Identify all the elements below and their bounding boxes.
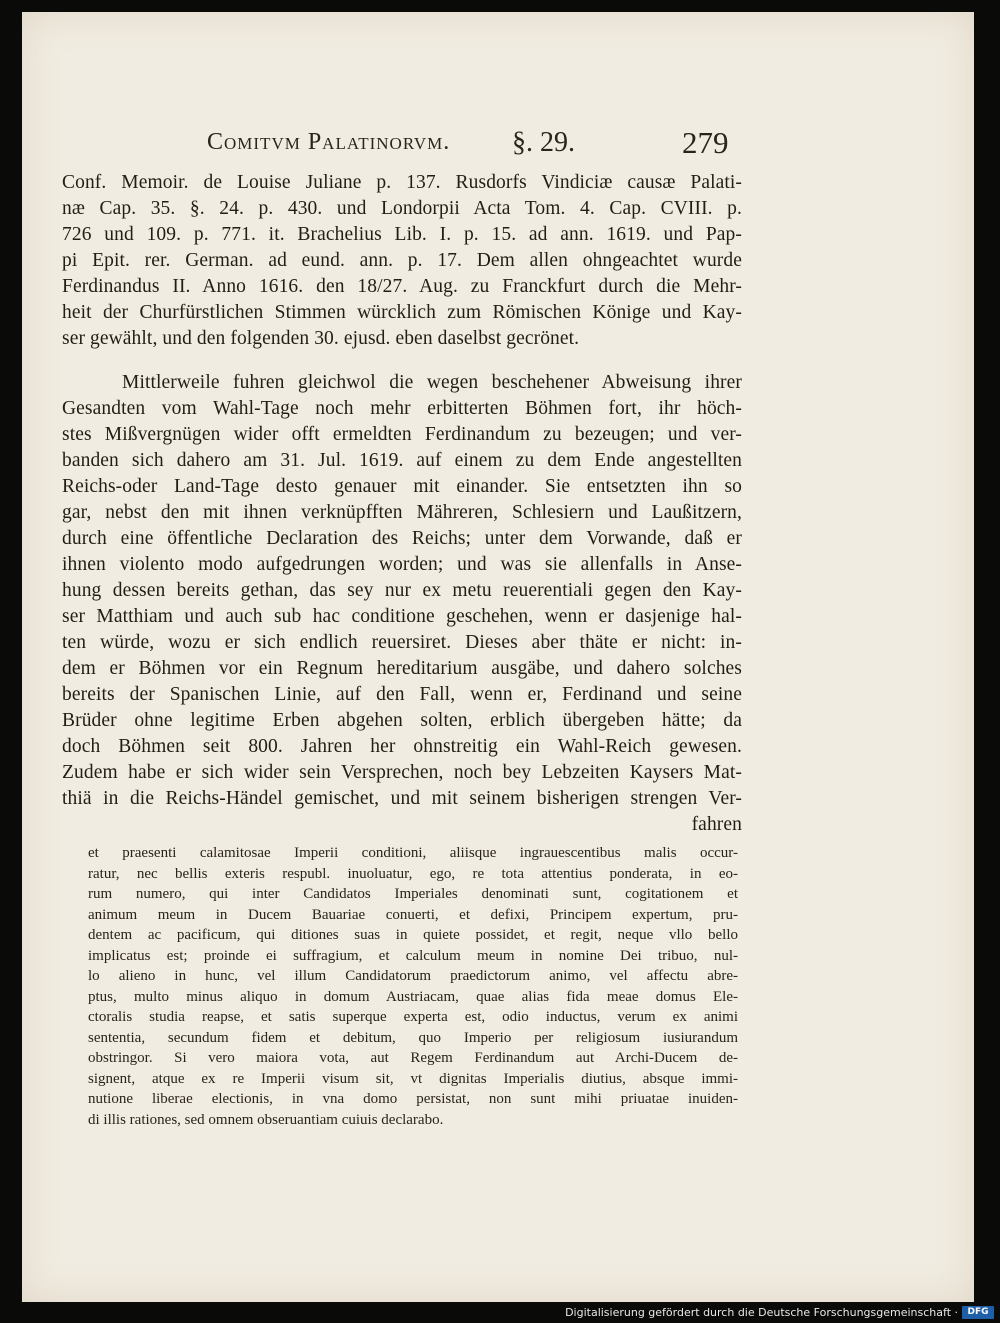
footnote-line: ratur, nec bellis exteris respubl. inuoluatur, ego, re tota attentius ponderata, in eo- xyxy=(88,865,738,882)
footnote-line: nutione liberae electionis, in vna domo persistat, non sunt mihi priuatae inuiden- xyxy=(88,1091,738,1107)
digitization-footer xyxy=(0,1303,1000,1323)
footnote-line: et praesenti calamitosae Imperii conditioni, aliisque ingrauescentibus malis occur- xyxy=(88,845,738,861)
text-line: ser Matthiam und auch sub hac conditione geschehen, wenn er dasjenige hal- xyxy=(62,606,742,627)
text-line: Reichs-oder Land-Tage desto genauer mit einander. Sie entsetzten ihn so xyxy=(62,476,742,497)
text-line: hung dessen bereits gethan, das sey nur ex metu reuerentiali gegen den Kay- xyxy=(62,580,742,601)
text-line: bereits der Spanischen Linie, auf den Fall, wenn er, Ferdinand und seine xyxy=(62,684,742,705)
running-head xyxy=(22,125,974,161)
text-line: Conf. Memoir. de Louise Juliane p. 137. Rusdorfs Vindiciæ causæ Palati- xyxy=(62,172,742,193)
funding-credit: Digitalisierung gefördert durch die Deutsche Forschungsgemeinschaft · xyxy=(565,1306,958,1319)
text-line: ser gewählt, und den folgenden 30. ejusd. eben daselbst gecrönet. xyxy=(62,328,580,349)
footnote-line: lo alieno in hunc, vel illum Candidatorum praedictorum animo, vel affectu abre- xyxy=(88,968,738,984)
footnote-line: dentem ac pacificum, qui ditiones suas in quiete possidet, et regit, neque vllo bello xyxy=(88,927,738,943)
footnote-line: rum numero, qui inter Candidatos Imperiales denominati sunt, cogitationem et xyxy=(88,886,738,902)
book-page xyxy=(22,12,974,1302)
text-line: Mittlerweile fuhren gleichwol die wegen beschehener Abweisung ihrer xyxy=(122,372,742,393)
text-line: heit der Churfürstlichen Stimmen würcklich zum Römischen Könige und Kay- xyxy=(62,302,742,323)
text-line: dem er Böhmen vor ein Regnum hereditarium ausgäbe, und dahero solches xyxy=(62,658,742,679)
text-line: Brüder ohne legitime Erben abgehen solten, erblich übergeben hätte; da xyxy=(62,710,742,731)
text-line: ten würde, wozu er sich endlich reuersiret. Dieses aber thäte er nicht: in- xyxy=(62,632,742,653)
text-line: ihnen violento modo aufgedrungen worden; und was sie allenfalls in Anse- xyxy=(62,554,742,575)
text-line: durch eine öffentliche Declaration des Reichs; unter dem Vorwande, daß er xyxy=(62,528,742,549)
text-line: thiä in die Reichs-Händel gemischet, und mit seinem bisherigen strengen Ver- xyxy=(62,788,742,809)
footnote-line: di illis rationes, sed omnem obseruantiam cuiuis declarabo. xyxy=(88,1111,444,1128)
footnote-line: obstringor. Si vero maiora vota, aut Regem Ferdinandum aut Archi-Ducem de- xyxy=(88,1050,738,1066)
text-line: gar, nebst den mit ihnen verknüpfften Mähreren, Schlesiern und Laußitzern, xyxy=(62,502,742,523)
footnote-line: ctoralis studia reapse, et satis superque experta est, odio inductus, verum ex animi xyxy=(88,1009,738,1025)
footnote-line: implicatus est; proinde ei suffragium, et calculum meum in nomine Dei tribuo, nul- xyxy=(88,947,738,964)
page-number: 279 xyxy=(682,125,729,160)
section-number: §. 29. xyxy=(512,127,575,158)
footnote-line: animum meum in Ducem Bauariae conuerti, et defixi, Principem expertum, pru- xyxy=(88,906,738,923)
text-line: doch Böhmen seit 800. Jahren her ohnstreitig ein Wahl-Reich gewesen. xyxy=(62,736,742,757)
running-title: Comitvm Palatinorvm. xyxy=(207,129,451,155)
footnote-line: ptus, multo minus aliquo in domum Austriacam, quae alias fida meae domus Ele- xyxy=(88,988,738,1005)
dfg-logo-icon: DFG xyxy=(962,1306,994,1319)
text-line: Zudem habe er sich wider sein Versprechen, noch bey Lebzeiten Kaysers Mat- xyxy=(62,762,742,783)
footnote-line: signent, atque ex re Imperii visum sit, vt dignitas Imperialis diutius, absque immi- xyxy=(88,1070,738,1087)
text-line: Gesandten vom Wahl-Tage noch mehr erbitterten Böhmen fort, ihr höch- xyxy=(62,398,742,419)
text-line: 726 und 109. p. 771. it. Brachelius Lib. I. p. 15. ad ann. 1619. und Pap- xyxy=(62,224,742,245)
text-line: næ Cap. 35. §. 24. p. 430. und Londorpii Acta Tom. 4. Cap. CVIII. p. xyxy=(62,198,742,219)
text-line: Ferdinandus II. Anno 1616. den 18/27. Aug. zu Franckfurt durch die Mehr- xyxy=(62,276,742,297)
text-line: pi Epit. rer. German. ad eund. ann. p. 17. Dem allen ohngeachtet wurde xyxy=(62,250,742,271)
text-line: banden sich dahero am 31. Jul. 1619. auf einem zu dem Ende angestellten xyxy=(62,450,742,471)
text-line: stes Mißvergnügen wider offt ermeldten Ferdinandum zu bezeugen; und ver- xyxy=(62,424,742,445)
footnote-line: sententia, secundum fidem et debitum, quo Imperio per religiosum iusiurandum xyxy=(88,1029,738,1046)
catchword: fahren xyxy=(691,814,742,835)
